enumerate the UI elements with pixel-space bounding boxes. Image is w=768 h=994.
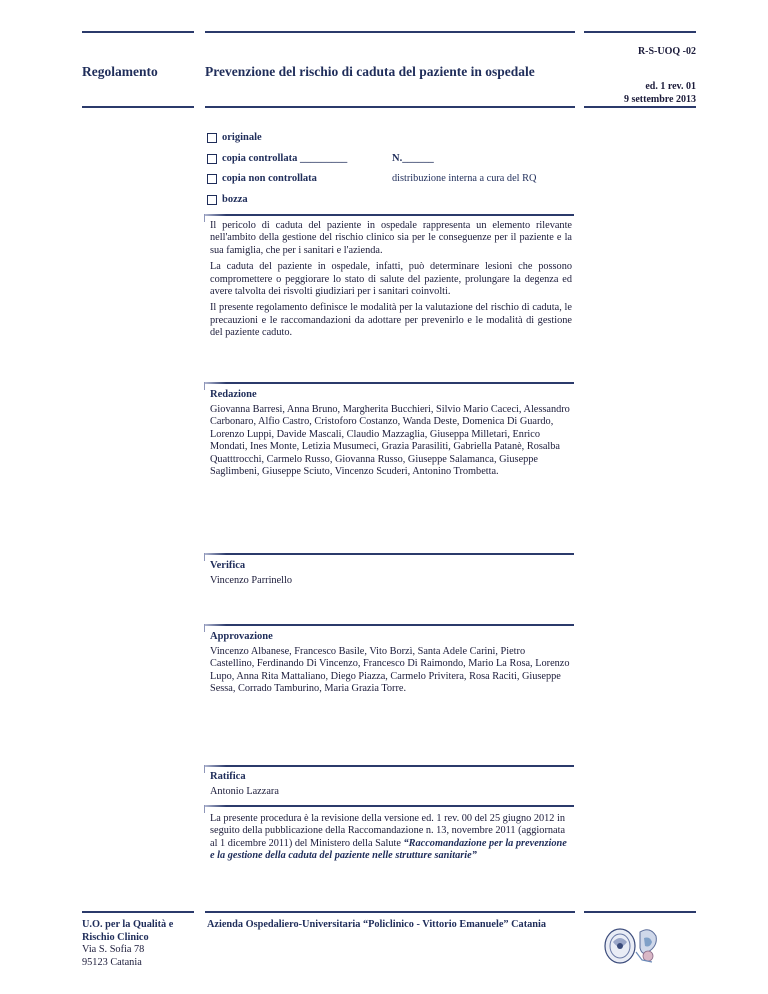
ratifica-title: Ratifica: [210, 771, 246, 782]
checkbox-copia-controllata-label: copia controllata _________: [222, 153, 348, 164]
header-rule-right: [584, 106, 696, 108]
hospital-logo-icon: [600, 922, 662, 966]
edition-revision: ed. 1 rev. 01: [645, 81, 696, 92]
ratifica-names: Antonio Lazzara: [210, 786, 279, 797]
footer-address-1: Via S. Sofia 78: [82, 944, 145, 956]
approvazione-rule-tick: [204, 624, 205, 632]
redazione-title: Redazione: [210, 389, 257, 400]
edition-date: 9 settembre 2013: [623, 94, 696, 105]
edition-info: [624, 80, 696, 106]
top-rule-middle: [205, 31, 575, 33]
document-code: R-S-UOQ -02: [637, 46, 696, 57]
checkbox-icon: [207, 174, 217, 184]
checkbox-originale-label: originale: [222, 132, 262, 143]
header-rule-left: [82, 106, 194, 108]
footer-rule-right: [584, 911, 696, 913]
checkbox-bozza[interactable]: [207, 194, 248, 205]
approvazione-rule: [204, 624, 574, 626]
footer-rule-middle: [205, 911, 575, 913]
redazione-names: Giovanna Barresi, Anna Bruno, Margherita Bucchieri, Silvio Mario Caceci, Alessandro Carbonaro, Alfio Castro, Cristoforo Costanzo, Wanda Deste, Domenica Di Guardo, Lorenzo Luppi, Davide Mascali, Claudio Mazzaglia, Giuseppa Milletari, Enrico Mondati, Ines Monte, Letizia Musumeci, Grazia Parasiliti, Gabriella Patanè, Rosalba Quatttrocchi, Carmelo Russo, Giovanna Russo, Giuseppe Salamanca, Giuseppe Saglimbeni, Giuseppe Sciuto, Vincenzo Scuderi, Antonino Trombetta.: [210, 404, 570, 478]
revision-rule: [204, 805, 574, 807]
copy-number: N.______: [392, 153, 434, 164]
header-rule-middle: [205, 106, 575, 108]
ratifica-rule: [204, 765, 574, 767]
revision-rule-tick: [204, 805, 205, 813]
checkbox-originale[interactable]: [207, 132, 262, 143]
ratifica-rule-tick: [204, 765, 205, 773]
checkbox-icon: [207, 195, 217, 205]
verifica-title: Verifica: [210, 560, 246, 571]
footer-rule-left: [82, 911, 194, 913]
intro-paragraph-3: Il presente regolamento definisce le modalità per la valutazione del rischio di caduta, le precauzioni e le raccomandazioni da adottare per prevenirlo e le modalità di gestione del paziente caduto.: [210, 302, 572, 339]
verifica-names: Vincenzo Parrinello: [210, 575, 293, 586]
intro-paragraph-1: Il pericolo di caduta del paziente in ospedale rappresenta un elemento rilevante nell'ambito della gestione del rischio clinico sia per le conseguenze per il paziente e la sua famiglia, che per i sanitari e l'azienda.: [210, 220, 572, 256]
intro-rule: [204, 214, 574, 216]
footer-unit-line2: Rischio Clinico: [82, 931, 149, 943]
revision-note: [210, 813, 572, 863]
distribution-note: distribuzione interna a cura del RQ: [392, 173, 537, 184]
footer-unit: [82, 919, 173, 969]
checkbox-copia-non-controllata[interactable]: [207, 173, 317, 184]
approvazione-names: Vincenzo Albanese, Francesco Basile, Vito Borzì, Santa Adele Carini, Pietro Castellino, Ferdinando Di Vincenzo, Francesco Di Raimondo, Mario La Rosa, Lorenzo Lupo, Anna Rita Mattaliano, Diego Piazza, Carmelo Privitera, Rosa Raciti, Giuseppe Sessa, Corrado Tamburino, Maria Grazia Torre.: [210, 646, 570, 695]
checkbox-icon: [207, 133, 217, 143]
approvazione-title: Approvazione: [210, 631, 273, 642]
checkbox-bozza-label: bozza: [222, 194, 248, 205]
redazione-rule: [204, 382, 574, 384]
footer-unit-line1: U.O. per la Qualità e: [82, 919, 174, 930]
intro-paragraph-2: La caduta del paziente in ospedale, infatti, può determinare lesioni che possono compromettere o peggiorare lo stato di salute del paziente, prolungare la degenza ed avere talvolta dei risvolti giudiziari per i sanitari coinvolti.: [210, 261, 572, 298]
verifica-rule-tick: [204, 553, 205, 561]
checkbox-copia-controllata[interactable]: [207, 153, 347, 164]
checkbox-icon: [207, 154, 217, 164]
checkbox-copia-non-controllata-label: copia non controllata: [222, 173, 317, 184]
revision-note-text: La presente procedura è la revisione della versione ed. 1 rev. 00 del 25 giugno 2012 in seguito della pubblicazione della Raccomandazione n. 13, novembre 2011 (aggiornata al 1 dicembre 2011) del Ministero della Salute: [210, 813, 566, 849]
footer-address-2: 95123 Catania: [82, 956, 142, 968]
document-type: Regolamento: [82, 64, 158, 79]
document-title: Prevenzione del rischio di caduta del paziente in ospedale: [205, 64, 535, 79]
intro-text: [210, 220, 572, 344]
top-rule-left: [82, 31, 194, 33]
intro-rule-tick: [204, 214, 205, 222]
redazione-rule-tick: [204, 382, 205, 390]
top-rule-right: [584, 31, 696, 33]
revision-note-emphasis: “Raccomandazione per la prevenzione e la gestione della caduta del paziente nelle strutture sanitarie”: [210, 837, 567, 862]
footer-hospital: Azienda Ospedaliero-Universitaria “Policlinico - Vittorio Emanuele” Catania: [207, 919, 547, 930]
verifica-rule: [204, 553, 574, 555]
